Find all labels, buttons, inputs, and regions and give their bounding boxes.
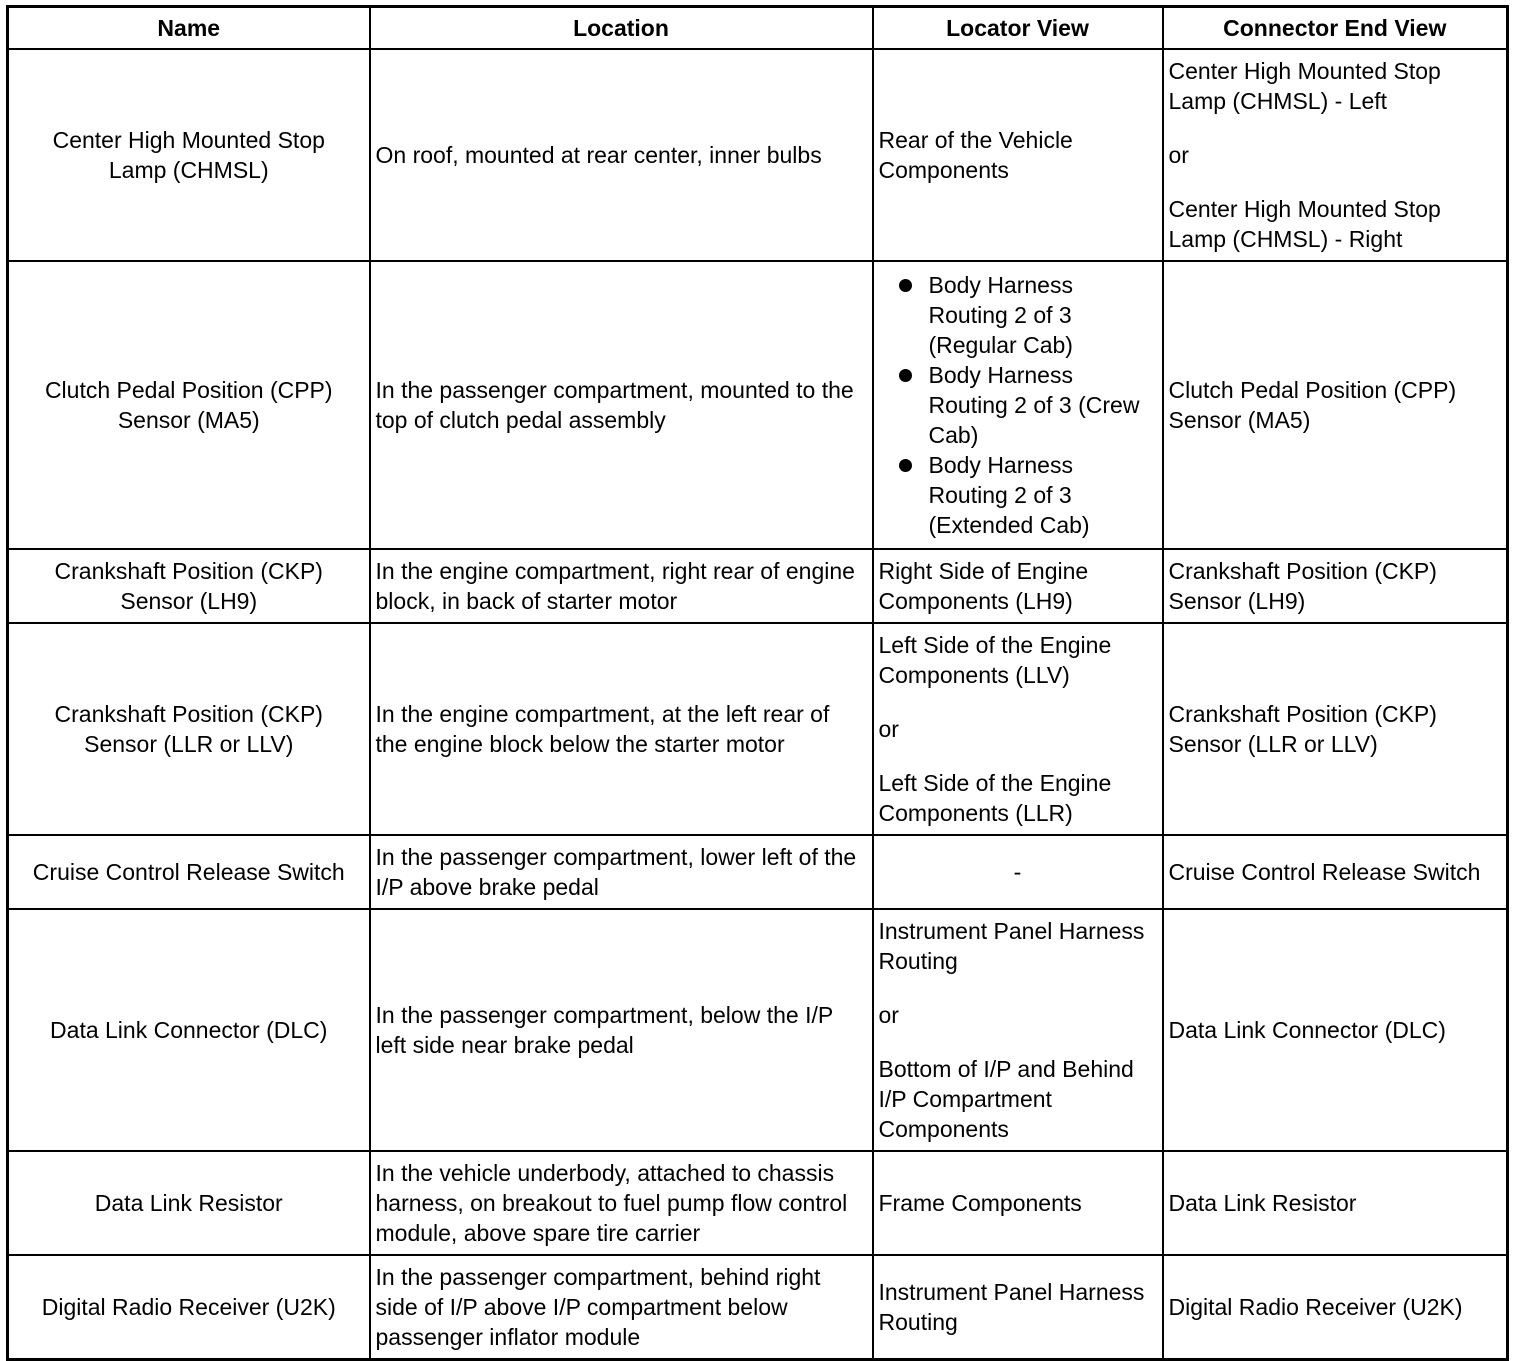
cell-locator-view <box>873 909 1163 1151</box>
cell-locator-view <box>873 49 1163 261</box>
locator-view-text: Instrument Panel Harness Routing <box>878 918 1145 974</box>
cell-locator-view <box>873 623 1163 835</box>
cell-connector-end-view <box>1163 835 1508 909</box>
cell-location: In the passenger compartment, below the I/P left side near brake pedal <box>370 909 873 1151</box>
bullet-item <box>879 450 1157 540</box>
table-row <box>8 261 1508 549</box>
cell-locator-view <box>873 261 1163 549</box>
cell-name: Crankshaft Position (CKP) Sensor (LLR or LLV) <box>8 623 370 835</box>
locator-view-text: Left Side of the Engine Components (LLV) <box>878 632 1112 688</box>
connector-view-text: Center High Mounted Stop Lamp (CHMSL) - Left <box>1168 58 1441 114</box>
cell-locator-view <box>873 1255 1163 1360</box>
cell-location: In the passenger compartment, lower left of the I/P above brake pedal <box>370 835 873 909</box>
cell-connector-end-view <box>1163 1151 1508 1255</box>
locator-view-or: or <box>878 716 899 742</box>
table-row <box>8 1255 1508 1360</box>
locator-view-text: Frame Components <box>878 1190 1082 1216</box>
cell-name: Digital Radio Receiver (U2K) <box>8 1255 370 1360</box>
cell-location: On roof, mounted at rear center, inner bulbs <box>370 49 873 261</box>
header-row <box>8 7 1508 50</box>
connector-view-text: Clutch Pedal Position (CPP) Sensor (MA5) <box>1168 377 1457 433</box>
cell-location: In the passenger compartment, behind right side of I/P above I/P compartment below passenger inflator module <box>370 1255 873 1360</box>
cell-locator-view <box>873 1151 1163 1255</box>
bullet-text: Body Harness Routing 2 of 3 (Crew Cab) <box>928 362 1140 448</box>
connector-view-text: Crankshaft Position (CKP) Sensor (LH9) <box>1168 558 1437 614</box>
cell-location: In the vehicle underbody, attached to chassis harness, on breakout to fuel pump flow control module, above spare tire carrier <box>370 1151 873 1255</box>
bullet-icon <box>899 279 912 292</box>
header-connector-end-view: Connector End View <box>1163 7 1508 50</box>
cell-connector-end-view <box>1163 909 1508 1151</box>
table-row <box>8 1151 1508 1255</box>
locator-view-text: Rear of the Vehicle Components <box>878 127 1073 183</box>
cell-location: In the engine compartment, right rear of engine block, in back of starter motor <box>370 549 873 623</box>
cell-connector-end-view <box>1163 623 1508 835</box>
cell-location: In the passenger compartment, mounted to the top of clutch pedal assembly <box>370 261 873 549</box>
cell-locator-view <box>873 835 1163 909</box>
bullet-text: Body Harness Routing 2 of 3 (Regular Cab) <box>928 272 1073 358</box>
connector-view-text: Center High Mounted Stop Lamp (CHMSL) - Right <box>1168 196 1441 252</box>
header-name: Name <box>8 7 370 50</box>
header-location: Location <box>370 7 873 50</box>
table-row <box>8 49 1508 261</box>
bullet-icon <box>899 369 912 382</box>
connector-view-text: Data Link Connector (DLC) <box>1168 1017 1446 1043</box>
connector-view-text: Crankshaft Position (CKP) Sensor (LLR or LLV) <box>1168 701 1437 757</box>
locator-view-or: or <box>878 1002 899 1028</box>
cell-name: Clutch Pedal Position (CPP) Sensor (MA5) <box>8 261 370 549</box>
connector-view-text: Digital Radio Receiver (U2K) <box>1168 1294 1463 1320</box>
cell-connector-end-view <box>1163 1255 1508 1360</box>
component-locator-table <box>6 5 1509 1361</box>
cell-name: Cruise Control Release Switch <box>8 835 370 909</box>
locator-view-text: Bottom of I/P and Behind I/P Compartment Components <box>878 1056 1134 1142</box>
table-row <box>8 835 1508 909</box>
connector-view-text: Cruise Control Release Switch <box>1168 859 1481 885</box>
cell-locator-view <box>873 549 1163 623</box>
connector-view-text: Data Link Resistor <box>1168 1190 1357 1216</box>
bullet-icon <box>899 459 912 472</box>
header-locator-view: Locator View <box>873 7 1163 50</box>
locator-view-text: - <box>1013 859 1022 885</box>
cell-connector-end-view <box>1163 49 1508 261</box>
bullet-item <box>879 270 1157 360</box>
cell-name: Data Link Resistor <box>8 1151 370 1255</box>
connector-view-or: or <box>1168 142 1189 168</box>
locator-view-bullet-list <box>879 270 1157 540</box>
cell-connector-end-view <box>1163 549 1508 623</box>
cell-name: Data Link Connector (DLC) <box>8 909 370 1151</box>
locator-view-text: Instrument Panel Harness Routing <box>878 1279 1145 1335</box>
component-locator-table-wrapper <box>6 5 1506 1355</box>
bullet-text: Body Harness Routing 2 of 3 (Extended Cab) <box>928 452 1090 538</box>
table-row <box>8 549 1508 623</box>
bullet-item <box>879 360 1157 450</box>
cell-location: In the engine compartment, at the left rear of the engine block below the starter motor <box>370 623 873 835</box>
table-row <box>8 909 1508 1151</box>
cell-name: Crankshaft Position (CKP) Sensor (LH9) <box>8 549 370 623</box>
locator-view-text: Left Side of the Engine Components (LLR) <box>878 770 1112 826</box>
locator-view-text: Right Side of Engine Components (LH9) <box>878 558 1089 614</box>
cell-connector-end-view <box>1163 261 1508 549</box>
table-row <box>8 623 1508 835</box>
cell-name: Center High Mounted Stop Lamp (CHMSL) <box>8 49 370 261</box>
